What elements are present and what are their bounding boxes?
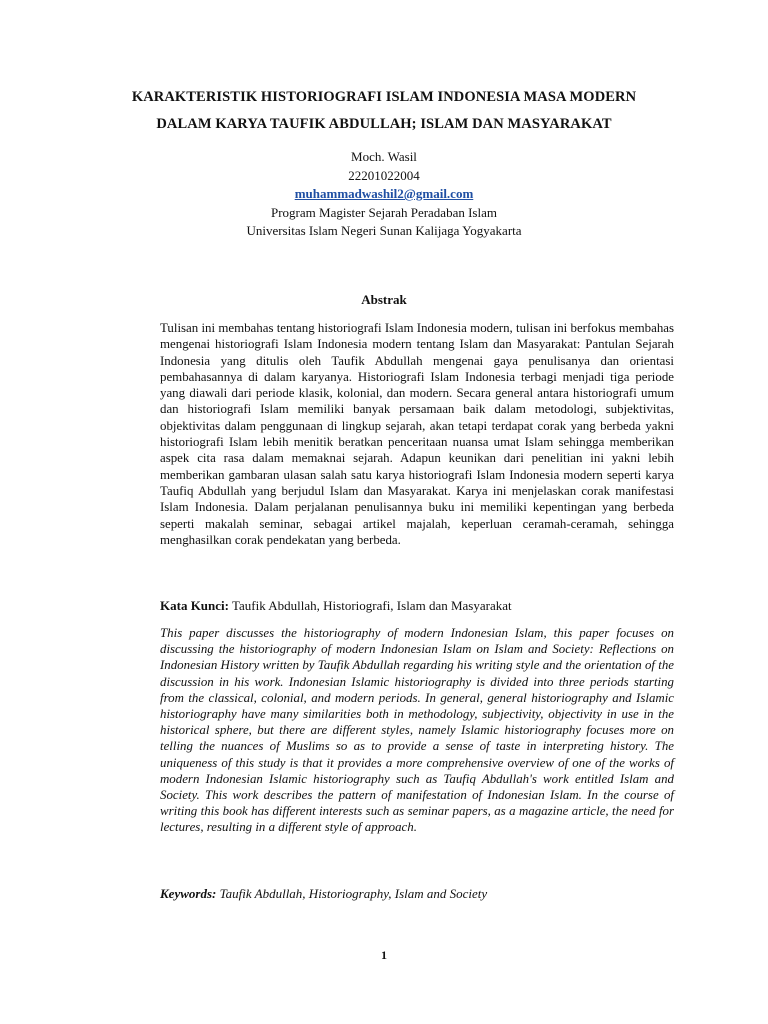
author-block xyxy=(100,148,668,241)
keywords-values-indonesian: Taufik Abdullah, Historiografi, Islam dan Masyarakat xyxy=(232,598,512,613)
abstract-text-indonesian: Tulisan ini membahas tentang historiografi Islam Indonesia modern, tulisan ini berfokus membahas mengenai historiografi Islam Indonesia modern tentang Islam dan Masyarakat: Pantulan Sejarah Indonesia yang ditulis oleh Taufik Abdullah mengenai gaya penulisanya dan orientasi pembahasannya di dalam karyanya. Historiografi Islam Indonesia terbagi menjadi tiga periode yang diawali dari periode klasik, kolonial, dan modern. Secara general antara historiografi umum dan historiografi Islam memiliki banyak persamaan baik dalam metodologi, subjektivitas, objektivitas dalam penggunaan di lingkup sejarah, akan tetapi terdapat corak yang berbeda yakni historiografi Islam lebih menitik beratkan penceritaan nuansa umat Islam sehingga memberikan aspek cita rasa dalam memaknai sejarah. Adapun keunikan dari penelitian ini yakni lebih memberikan gambaran ulasan salah satu karya historiografi Islam Indonesia modern seperti karya Taufiq Abdullah yang berjudul Islam dan Masyarakat. Karya ini menjelaskan corak manifestasi Islam Indonesia. Dalam perjalanan penulisannya buku ini memiliki kepentingan yang berbeda seperti makalah seminar, sebagai artikel majalah, keperluan ceramah-ceramah, sehingga menghasilkan corak pendekatan yang berbeda. xyxy=(160,321,674,547)
keywords-label-english: Keywords: xyxy=(160,886,217,901)
abstract-heading: Abstrak xyxy=(361,292,407,307)
author-name: Moch. Wasil xyxy=(351,149,417,164)
keywords-label-indonesian: Kata Kunci: xyxy=(160,598,229,613)
keywords-english xyxy=(160,885,674,903)
author-email-link[interactable]: muhammadwashil2@gmail.com xyxy=(294,186,474,201)
abstract-text-english: This paper discusses the historiography of modern Indonesian Islam, this paper focuses on discussing the historiography of modern Indonesian Islam on Islam and Society: Reflections on Indonesian History written by Taufik Abdullah regarding his writing style and the orientation of the discussion in his work. Indonesian Islamic historiography is divided into three periods starting from the classical, colonial, and modern periods. In general, general historiography and Islamic historiography have many similarities both in methodology, subjectivity, objectivity in use in the historical sphere, but there are different styles, namely Islamic historiography focuses more on telling the nuances of Muslims so as to provide a sense of taste in interpreting history. The uniqueness of this study is that it provides a more comprehensive overview of one of the works of modern Indonesian Islamic historiography such as Taufiq Abdullah's work entitled Islam and Society. This work describes the pattern of manifestation of Indonesian Islam. In the course of writing this book has different interests such as seminar papers, as a magazine article, the need for lectures, resulting in a different style of approach. xyxy=(160,626,674,835)
paper-title xyxy=(100,84,668,138)
author-program: Program Magister Sejarah Peradaban Islam xyxy=(271,204,497,220)
title-line-2: DALAM KARYA TAUFIK ABDULLAH; ISLAM DAN MASYARAKAT xyxy=(156,116,612,132)
keywords-indonesian xyxy=(160,597,674,615)
author-university: Universitas Islam Negeri Sunan Kalijaga Yogyakarta xyxy=(246,223,522,238)
keywords-values-english: Taufik Abdullah, Historiography, Islam and Society xyxy=(219,886,488,901)
page-number: 1 xyxy=(381,948,387,962)
title-line-1: KARAKTERISTIK HISTORIOGRAFI ISLAM INDONESIA MASA MODERN xyxy=(131,89,637,105)
student-id: 22201022004 xyxy=(348,167,420,183)
